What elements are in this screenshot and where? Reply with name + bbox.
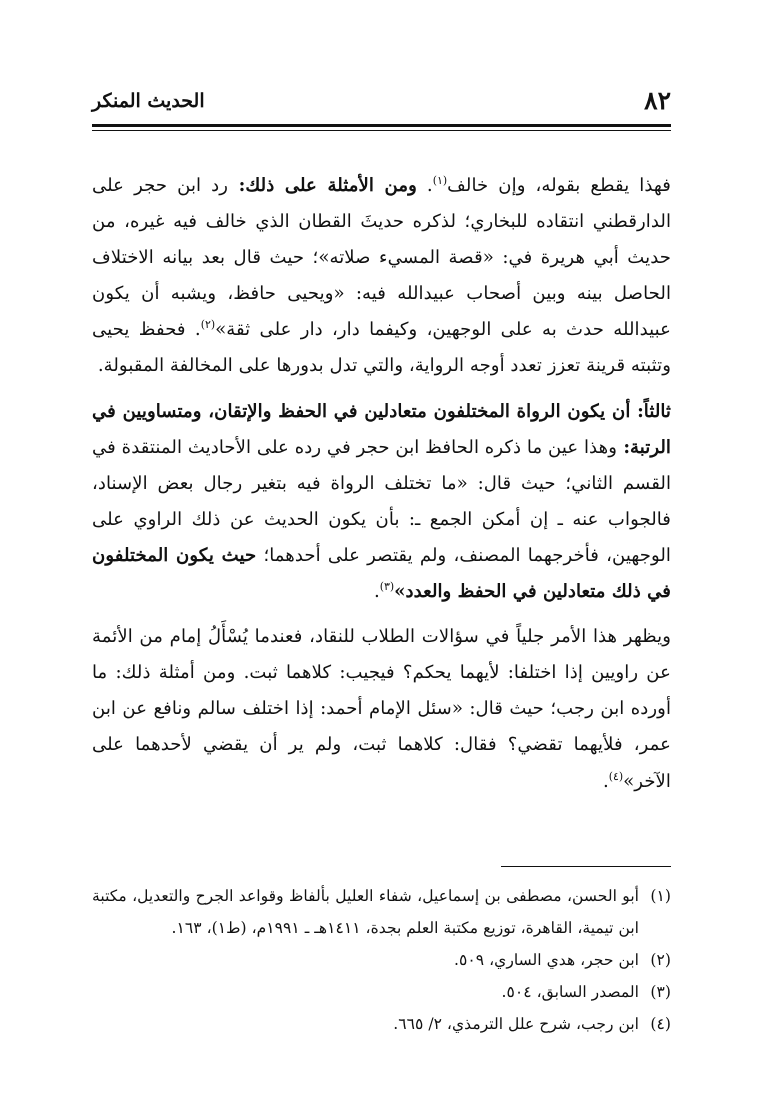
text-run: . فحفظ يحيى وتثبته قرينة تعزز تعدد أوجه الرواية، والتي تدل بدورها على المخالفة المقبولة. bbox=[92, 319, 671, 377]
footnote bbox=[92, 1008, 671, 1040]
footnote-marker: (١) bbox=[432, 173, 448, 187]
footnote-text: ابن حجر، هدي الساري، ٥٠٩. bbox=[454, 951, 639, 969]
footnotes bbox=[92, 880, 671, 1040]
text-run: . bbox=[373, 581, 380, 603]
footnote-text: المصدر السابق، ٥٠٤. bbox=[501, 983, 639, 1001]
running-title: الحديث المنكر bbox=[92, 90, 205, 112]
text-run: . bbox=[602, 770, 609, 792]
main-text bbox=[92, 168, 671, 800]
bold-text: ثالثاً: أن يكون الرواة المختلفون متعادلين في الحفظ والإتقان، ومتساويين في الرتبة: bbox=[92, 400, 671, 458]
text-run: رد ابن حجر على الدارقطني انتقاده للبخاري؛ لذكره حديثَ القطان الذي خالف فيه غيره، من حديث أبي هريرة في: «قصة المسيء صلاته»؛ حيث قال بعد بيانه الاختلاف الحاصل بينه وبين أصحاب عبيدالله فيه: «ويحيى حافظ، ويشبه أن يكون عبيدالله حدث به على الوجهين، وكيفما دار، دار على ثقة» bbox=[92, 175, 671, 341]
page-header bbox=[92, 86, 671, 120]
footnote-marker: (٣) bbox=[379, 579, 395, 593]
header-rule-thin bbox=[92, 130, 671, 131]
paragraph bbox=[92, 619, 671, 799]
footnote-marker: (٤) bbox=[608, 769, 624, 783]
text-run: ويظهر هذا الأمر جلياً في سؤالات الطلاب للنقاد، فعندما يُسْأَلُ إمام من الأئمة عن راويين إذا اختلفا: لأيهما يحكم؟ فيجيب: كلاهما ثبت. ومن أمثلة ذلك: ما أورده ابن رجب؛ حيث قال: «سئل الإمام أحمد: إذا اختلف سالم ونافع عن ابن عمر، فلأيهما تقضي؟ فقال: كلاهما ثبت، ولم ير أن يقضي لأحدهما على الآخر» bbox=[92, 626, 671, 792]
footnote-number: (٤) bbox=[650, 1015, 671, 1033]
paragraph bbox=[92, 168, 671, 385]
footnote-text: ابن رجب، شرح علل الترمذي، ٢/ ٦٦٥. bbox=[393, 1015, 639, 1033]
footnote-text: أبو الحسن، مصطفى بن إسماعيل، شفاء العليل بألفاظ وقواعد الجرح والتعديل، مكتبة ابن تيمية، القاهرة، توزيع مكتبة العلم بجدة، ١٤١١هـ ـ ١٩٩١م، (ط١)، ١٦٣. bbox=[92, 887, 639, 937]
footnote bbox=[92, 976, 671, 1008]
footnote bbox=[92, 944, 671, 976]
page-number: ٨٢ bbox=[644, 86, 671, 115]
footnote-number: (١) bbox=[650, 887, 671, 905]
text-run: وهذا عين ما ذكره الحافظ ابن حجر في رده على الأحاديث المنتقدة في القسم الثاني؛ حيث قال: «ما تختلف الرواة فيه بتغير رجال بعض الإسناد، فالجواب عنه ـ إن أمكن الجمع ـ: بأن يكون الحديث عن ذلك الراوي على الوجهين، فأخرجهما المصنف، ولم يقتصر على أحدهما؛ bbox=[92, 436, 671, 566]
footnote-number: (٣) bbox=[650, 983, 671, 1001]
footnote-number: (٢) bbox=[650, 951, 671, 969]
footnote bbox=[92, 880, 671, 944]
header-rule-thick bbox=[92, 124, 671, 127]
paragraph bbox=[92, 394, 671, 611]
footnote-marker: (٢) bbox=[200, 318, 216, 332]
text-run: فهذا يقطع بقوله، وإن خالف bbox=[447, 175, 671, 196]
bold-text: حيث يكون المختلفون في ذلك متعادلين في الحفظ والعدد» bbox=[92, 544, 671, 603]
footnote-separator bbox=[501, 866, 671, 867]
bold-text: ومن الأمثلة على ذلك: bbox=[228, 175, 417, 196]
text-run: . bbox=[416, 175, 433, 196]
